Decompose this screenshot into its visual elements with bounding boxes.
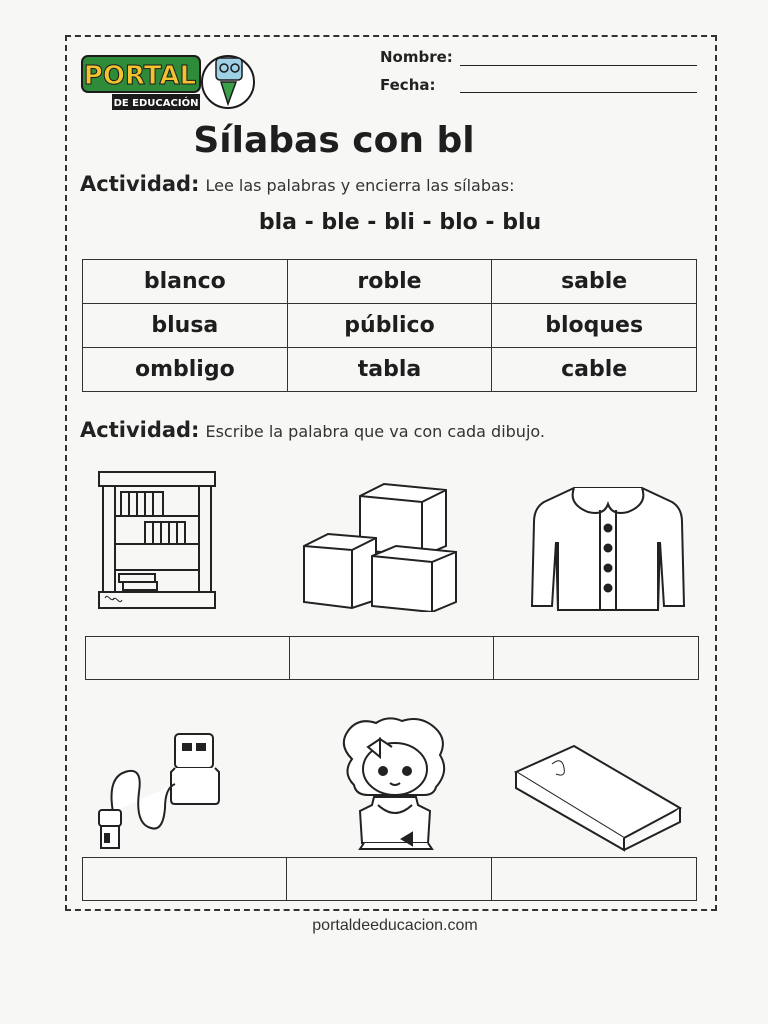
bookcase-icon	[97, 470, 217, 610]
activity-2	[80, 418, 545, 442]
syllables-list: bla - ble - bli - blo - blu	[258, 210, 542, 235]
word-cell[interactable]: ombligo	[83, 348, 288, 392]
answer-box[interactable]	[290, 637, 493, 679]
word-cell[interactable]: blanco	[83, 260, 288, 304]
usb-cable-icon	[95, 732, 225, 852]
word-cell[interactable]: roble	[287, 260, 492, 304]
answer-box[interactable]	[287, 858, 491, 900]
answer-box[interactable]	[494, 637, 698, 679]
word-table	[82, 259, 697, 392]
portal-logo	[80, 52, 260, 114]
blouse-icon	[528, 482, 688, 612]
name-line[interactable]	[460, 65, 697, 66]
answer-box[interactable]	[83, 858, 287, 900]
logo-subtext: DE EDUCACIÓN	[113, 98, 199, 109]
answer-row-2	[82, 857, 697, 901]
date-label: Fecha:	[380, 76, 436, 94]
word-cell[interactable]: bloques	[492, 304, 697, 348]
blocks-icon	[300, 482, 460, 612]
answer-row-1	[85, 636, 699, 680]
table-board-icon	[512, 742, 684, 852]
table-row	[83, 260, 697, 304]
footer-url: portaldeeducacion.com	[312, 917, 478, 934]
table-row	[83, 348, 697, 392]
date-line[interactable]	[460, 92, 697, 93]
word-cell[interactable]: cable	[492, 348, 697, 392]
logo-text: PORTAL	[83, 61, 197, 91]
activity-2-label: Actividad:	[80, 418, 200, 442]
girl-bow-icon	[338, 715, 453, 855]
activity-2-instruction: Escribe la palabra que va con cada dibujo.	[205, 422, 545, 441]
name-label: Nombre:	[380, 48, 453, 66]
word-cell[interactable]: sable	[492, 260, 697, 304]
word-cell[interactable]: blusa	[83, 304, 288, 348]
activity-1-instruction: Lee las palabras y encierra las sílabas:	[205, 176, 515, 195]
page-title: Sílabas con bl	[193, 120, 475, 161]
activity-1-label: Actividad:	[80, 172, 200, 196]
answer-box[interactable]	[86, 637, 290, 679]
activity-1	[80, 172, 515, 196]
table-row	[83, 304, 697, 348]
word-cell[interactable]: tabla	[287, 348, 492, 392]
word-cell[interactable]: público	[287, 304, 492, 348]
answer-box[interactable]	[492, 858, 696, 900]
